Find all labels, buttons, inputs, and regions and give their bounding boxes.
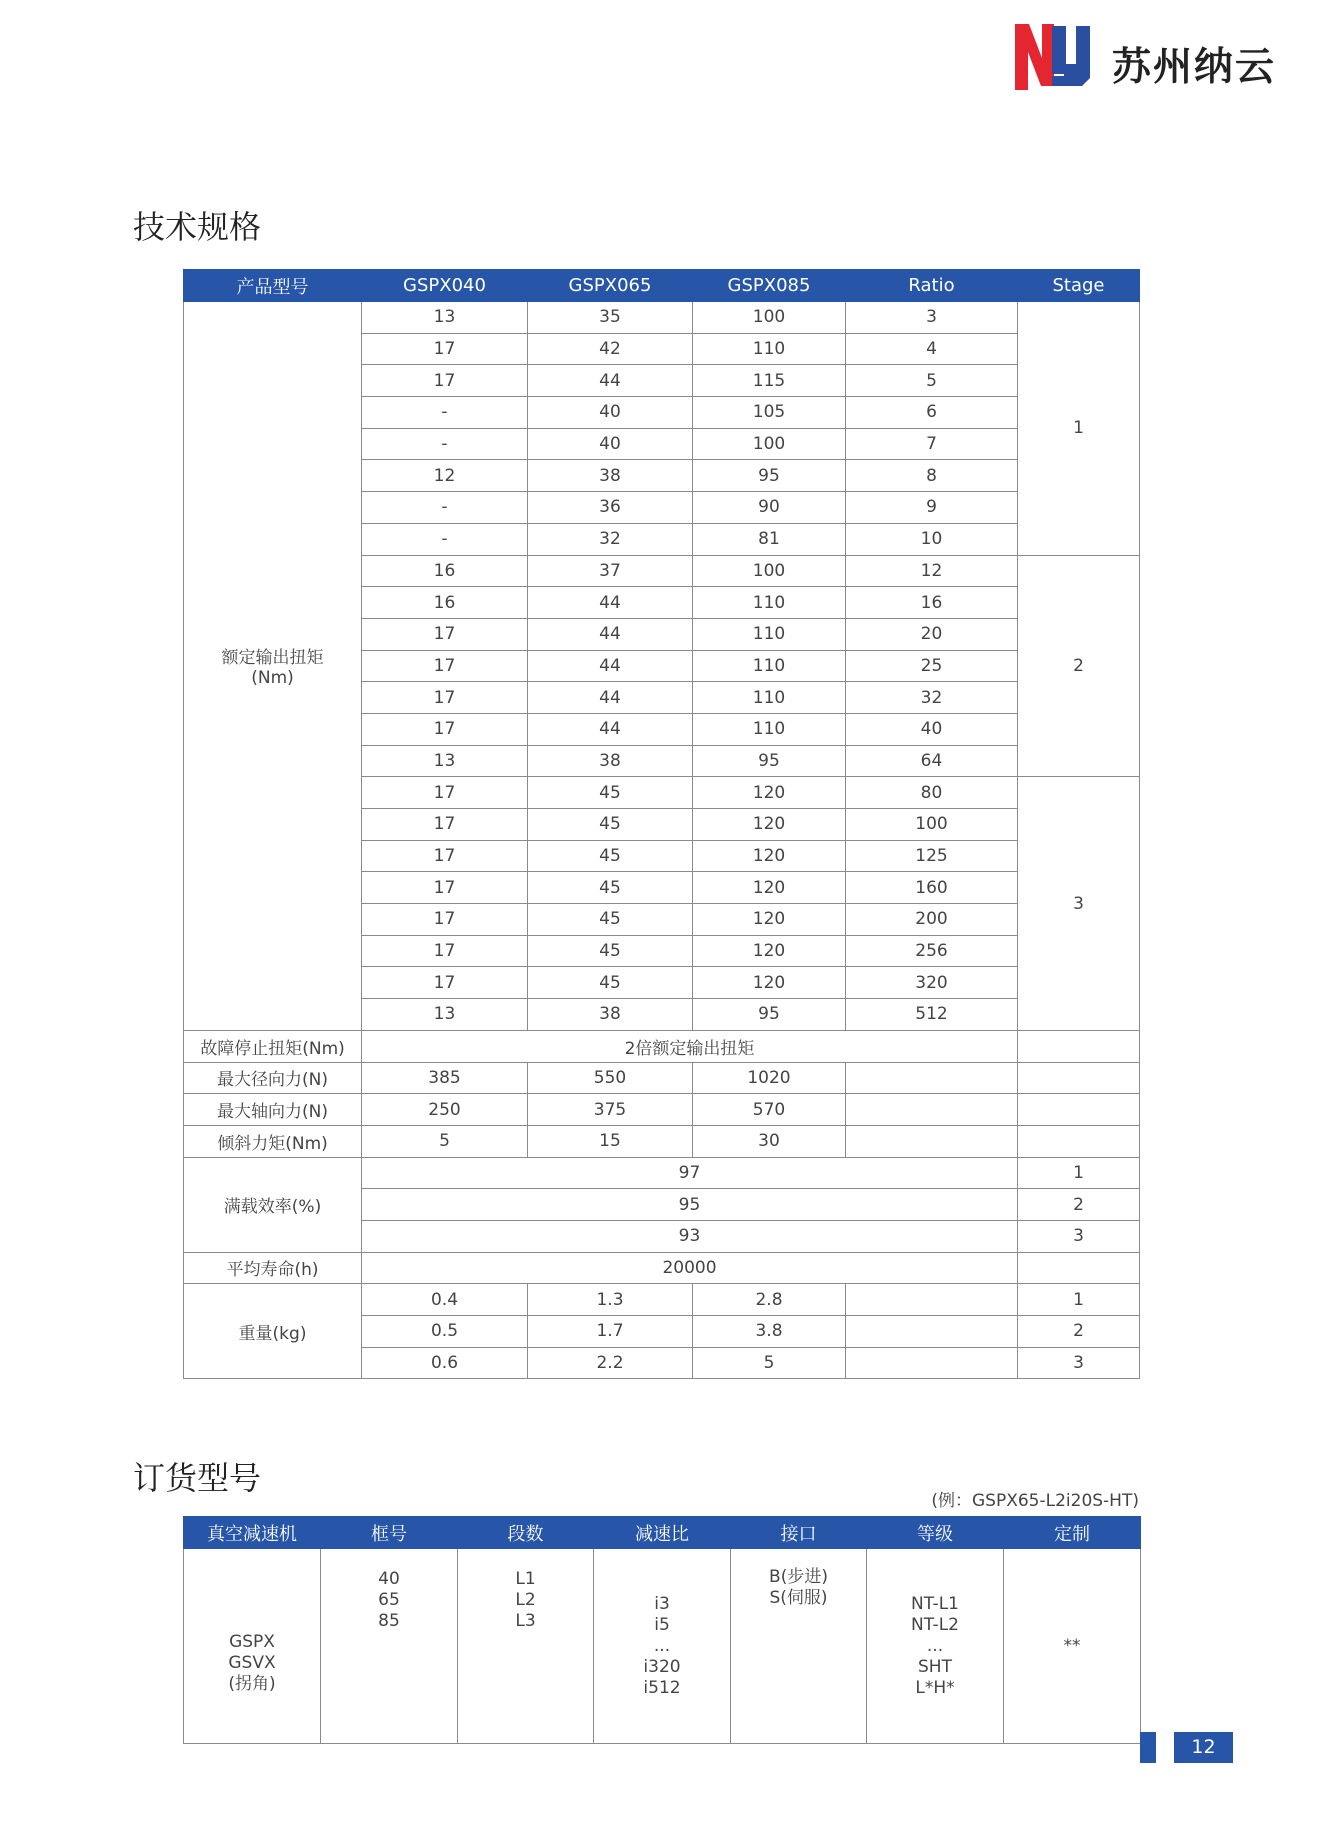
table-cell: 1020 (693, 1062, 846, 1094)
table-cell: 5 (362, 1125, 528, 1157)
table-cell: 17 (362, 333, 528, 365)
table-cell: - (362, 428, 528, 460)
empty-cell (1018, 1252, 1140, 1284)
order-cell-grade (867, 1549, 1004, 1744)
order-line: L3 (515, 1611, 536, 1631)
table-cell: 17 (362, 713, 528, 745)
table-cell: 45 (528, 777, 693, 809)
table-cell: 320 (846, 967, 1018, 999)
table-cell: 45 (528, 840, 693, 872)
order-line: NT-L2 (911, 1614, 959, 1635)
header-frame: 框号 (321, 1517, 458, 1549)
max-axial-row (184, 1094, 1140, 1126)
table-cell: 44 (528, 587, 693, 619)
order-example: (例：GSPX65-L2i20S-HT) (931, 1491, 1139, 1511)
table-cell: 2.8 (693, 1284, 846, 1316)
table-cell: 6 (846, 397, 1018, 429)
table-cell: 120 (693, 840, 846, 872)
table-cell: 100 (693, 302, 846, 334)
table-cell: 15 (528, 1125, 693, 1157)
table-cell: 45 (528, 935, 693, 967)
table-cell: 512 (846, 999, 1018, 1031)
weight-label: 重量(kg) (184, 1284, 362, 1379)
efficiency-value: 95 (362, 1189, 1018, 1221)
table-cell: 36 (528, 492, 693, 524)
order-cell-reducer (184, 1549, 321, 1744)
weight-stage: 2 (1018, 1316, 1140, 1348)
table-cell: 45 (528, 904, 693, 936)
table-cell: 120 (693, 935, 846, 967)
table-cell: 12 (846, 555, 1018, 587)
table-cell: 44 (528, 650, 693, 682)
table-cell: 17 (362, 650, 528, 682)
table-cell: 9 (846, 492, 1018, 524)
brand-logo (1012, 20, 1312, 92)
table-cell: 100 (846, 809, 1018, 841)
table-cell: 32 (846, 682, 1018, 714)
order-section-title: 订货型号 (133, 1459, 262, 1497)
table-cell: 45 (528, 967, 693, 999)
empty-cell (1018, 1125, 1140, 1157)
table-cell: 100 (693, 428, 846, 460)
emergency-stop-label: 故障停止扭矩(Nm) (184, 1030, 362, 1062)
table-cell: 7 (846, 428, 1018, 460)
table-cell: 160 (846, 872, 1018, 904)
table-cell: 12 (362, 460, 528, 492)
order-line: i5 (654, 1614, 670, 1635)
stage-group-3: 3 (1018, 777, 1140, 1031)
table-cell: 10 (846, 523, 1018, 555)
table-cell: - (362, 492, 528, 524)
table-cell: 125 (846, 840, 1018, 872)
tilt-moment-row (184, 1125, 1140, 1157)
weight-stage: 1 (1018, 1284, 1140, 1316)
table-cell: 120 (693, 872, 846, 904)
order-line: ... (653, 1635, 671, 1656)
efficiency-value: 93 (362, 1220, 1018, 1252)
table-cell: 25 (846, 650, 1018, 682)
table-cell: 17 (362, 777, 528, 809)
empty-cell (846, 1062, 1018, 1094)
stage-group-1: 1 (1018, 302, 1140, 556)
table-cell: 81 (693, 523, 846, 555)
header-product-model: 产品型号 (184, 270, 362, 302)
empty-cell (1018, 1094, 1140, 1126)
table-row (184, 302, 1140, 334)
table-cell: 45 (528, 872, 693, 904)
table-cell: 0.4 (362, 1284, 528, 1316)
table-cell: 40 (528, 397, 693, 429)
table-cell: 100 (693, 555, 846, 587)
table-cell: 13 (362, 745, 528, 777)
order-line: NT-L1 (911, 1593, 959, 1614)
table-cell: 16 (362, 555, 528, 587)
rated-torque-label-line1: 额定输出扭矩 (221, 648, 324, 669)
empty-cell (1018, 1030, 1140, 1062)
spec-header-row (184, 270, 1140, 302)
table-cell: 95 (693, 460, 846, 492)
order-line: L1 (515, 1569, 536, 1589)
table-cell: 17 (362, 904, 528, 936)
footer-mark (1140, 1732, 1156, 1763)
empty-cell (846, 1125, 1018, 1157)
order-line: ** (1063, 1635, 1081, 1656)
header-stage: Stage (1018, 270, 1140, 302)
max-radial-label: 最大径向力(N) (184, 1062, 362, 1094)
table-cell: 45 (528, 809, 693, 841)
emergency-stop-value: 2倍额定输出扭矩 (362, 1030, 1018, 1062)
order-line: 40 (378, 1569, 400, 1589)
table-cell: 17 (362, 872, 528, 904)
table-cell: 42 (528, 333, 693, 365)
table-cell: 44 (528, 682, 693, 714)
table-cell: 200 (846, 904, 1018, 936)
header-ratio: 减速比 (594, 1517, 731, 1549)
table-cell: 120 (693, 904, 846, 936)
table-cell: 17 (362, 809, 528, 841)
table-cell: 8 (846, 460, 1018, 492)
table-cell: 32 (528, 523, 693, 555)
table-cell: 40 (846, 713, 1018, 745)
table-cell: 115 (693, 365, 846, 397)
table-cell: 17 (362, 935, 528, 967)
header-vacuum-reducer: 真空减速机 (184, 1517, 321, 1549)
order-line: i3 (654, 1593, 670, 1614)
order-line: i320 (643, 1656, 681, 1677)
table-cell: 44 (528, 618, 693, 650)
efficiency-stage: 2 (1018, 1189, 1140, 1221)
order-line: GSPX (229, 1631, 275, 1652)
stage-group-2: 2 (1018, 555, 1140, 777)
table-cell: 38 (528, 999, 693, 1031)
table-cell: 120 (693, 777, 846, 809)
table-cell: 35 (528, 302, 693, 334)
efficiency-stage: 3 (1018, 1220, 1140, 1252)
life-row (184, 1252, 1140, 1284)
order-cell-custom (1004, 1549, 1141, 1744)
order-cell-ratio (594, 1549, 731, 1744)
table-cell: 0.6 (362, 1347, 528, 1379)
table-cell: 38 (528, 745, 693, 777)
table-cell: - (362, 523, 528, 555)
table-cell: 570 (693, 1094, 846, 1126)
page-number: 12 (1174, 1732, 1233, 1763)
weight-stage: 3 (1018, 1347, 1140, 1379)
empty-cell (846, 1284, 1018, 1316)
header-interface: 接口 (731, 1517, 867, 1549)
max-radial-row (184, 1062, 1140, 1094)
max-axial-label: 最大轴向力(N) (184, 1094, 362, 1126)
table-cell: 110 (693, 650, 846, 682)
ny-logo-icon (1012, 20, 1102, 92)
table-cell: 120 (693, 967, 846, 999)
table-cell: 17 (362, 840, 528, 872)
table-cell: 44 (528, 365, 693, 397)
table-cell: 250 (362, 1094, 528, 1126)
table-cell: 95 (693, 999, 846, 1031)
table-cell: 30 (693, 1125, 846, 1157)
order-cell-interface (731, 1549, 867, 1744)
rated-torque-label (184, 302, 362, 1031)
spec-section-title: 技术规格 (133, 208, 262, 246)
order-line: 85 (378, 1611, 400, 1631)
table-cell: 17 (362, 682, 528, 714)
header-gspx065: GSPX065 (528, 270, 693, 302)
emergency-stop-row (184, 1030, 1140, 1062)
table-cell: 16 (362, 587, 528, 619)
table-cell: 4 (846, 333, 1018, 365)
table-cell: 17 (362, 967, 528, 999)
tilt-moment-label: 倾斜力矩(Nm) (184, 1125, 362, 1157)
life-value: 20000 (362, 1252, 1018, 1284)
order-line: L*H* (915, 1677, 955, 1698)
header-custom: 定制 (1004, 1517, 1141, 1549)
order-line: ... (926, 1635, 944, 1656)
life-label: 平均寿命(h) (184, 1252, 362, 1284)
table-cell: 95 (693, 745, 846, 777)
efficiency-row (184, 1157, 1140, 1189)
efficiency-value: 97 (362, 1157, 1018, 1189)
table-cell: 13 (362, 999, 528, 1031)
empty-cell (1018, 1062, 1140, 1094)
order-line: S(伺服) (769, 1588, 828, 1608)
table-cell: 110 (693, 682, 846, 714)
efficiency-label: 满载效率(%) (184, 1157, 362, 1252)
order-line: GSVX (228, 1652, 276, 1673)
order-table (183, 1516, 1141, 1744)
table-cell: 550 (528, 1062, 693, 1094)
header-grade: 等级 (867, 1517, 1004, 1549)
table-cell: - (362, 397, 528, 429)
brand-name: 苏州纳云 (1112, 44, 1277, 90)
table-cell: 5 (693, 1347, 846, 1379)
empty-cell (846, 1316, 1018, 1348)
order-line: 65 (378, 1590, 400, 1610)
table-cell: 1.7 (528, 1316, 693, 1348)
order-header-row (184, 1517, 1141, 1549)
weight-row (184, 1284, 1140, 1316)
header-stages: 段数 (458, 1517, 594, 1549)
table-cell: 385 (362, 1062, 528, 1094)
table-cell: 13 (362, 302, 528, 334)
table-cell: 110 (693, 333, 846, 365)
table-cell: 3.8 (693, 1316, 846, 1348)
header-ratio: Ratio (846, 270, 1018, 302)
table-cell: 110 (693, 713, 846, 745)
header-gspx085: GSPX085 (693, 270, 846, 302)
table-cell: 17 (362, 365, 528, 397)
order-line: SHT (918, 1656, 952, 1677)
spec-table (183, 269, 1140, 1379)
table-cell: 80 (846, 777, 1018, 809)
table-cell: 90 (693, 492, 846, 524)
empty-cell (846, 1094, 1018, 1126)
order-line: (拐角) (228, 1673, 276, 1694)
table-cell: 110 (693, 618, 846, 650)
table-cell: 3 (846, 302, 1018, 334)
empty-cell (846, 1347, 1018, 1379)
order-line: i512 (643, 1677, 681, 1698)
table-cell: 0.5 (362, 1316, 528, 1348)
order-row (184, 1549, 1141, 1744)
table-cell: 16 (846, 587, 1018, 619)
table-cell: 20 (846, 618, 1018, 650)
table-cell: 64 (846, 745, 1018, 777)
table-cell: 38 (528, 460, 693, 492)
efficiency-stage: 1 (1018, 1157, 1140, 1189)
order-cell-stages (458, 1549, 594, 1744)
table-cell: 1.3 (528, 1284, 693, 1316)
header-gspx040: GSPX040 (362, 270, 528, 302)
table-cell: 17 (362, 618, 528, 650)
table-cell: 37 (528, 555, 693, 587)
table-cell: 105 (693, 397, 846, 429)
table-cell: 40 (528, 428, 693, 460)
order-line: B(步进) (769, 1567, 828, 1587)
table-cell: 120 (693, 809, 846, 841)
rated-torque-label-line2: (Nm) (251, 668, 294, 689)
table-cell: 375 (528, 1094, 693, 1126)
table-cell: 110 (693, 587, 846, 619)
table-cell: 5 (846, 365, 1018, 397)
table-cell: 256 (846, 935, 1018, 967)
order-line: L2 (515, 1590, 536, 1610)
table-cell: 2.2 (528, 1347, 693, 1379)
order-cell-frame (321, 1549, 458, 1744)
table-cell: 44 (528, 713, 693, 745)
